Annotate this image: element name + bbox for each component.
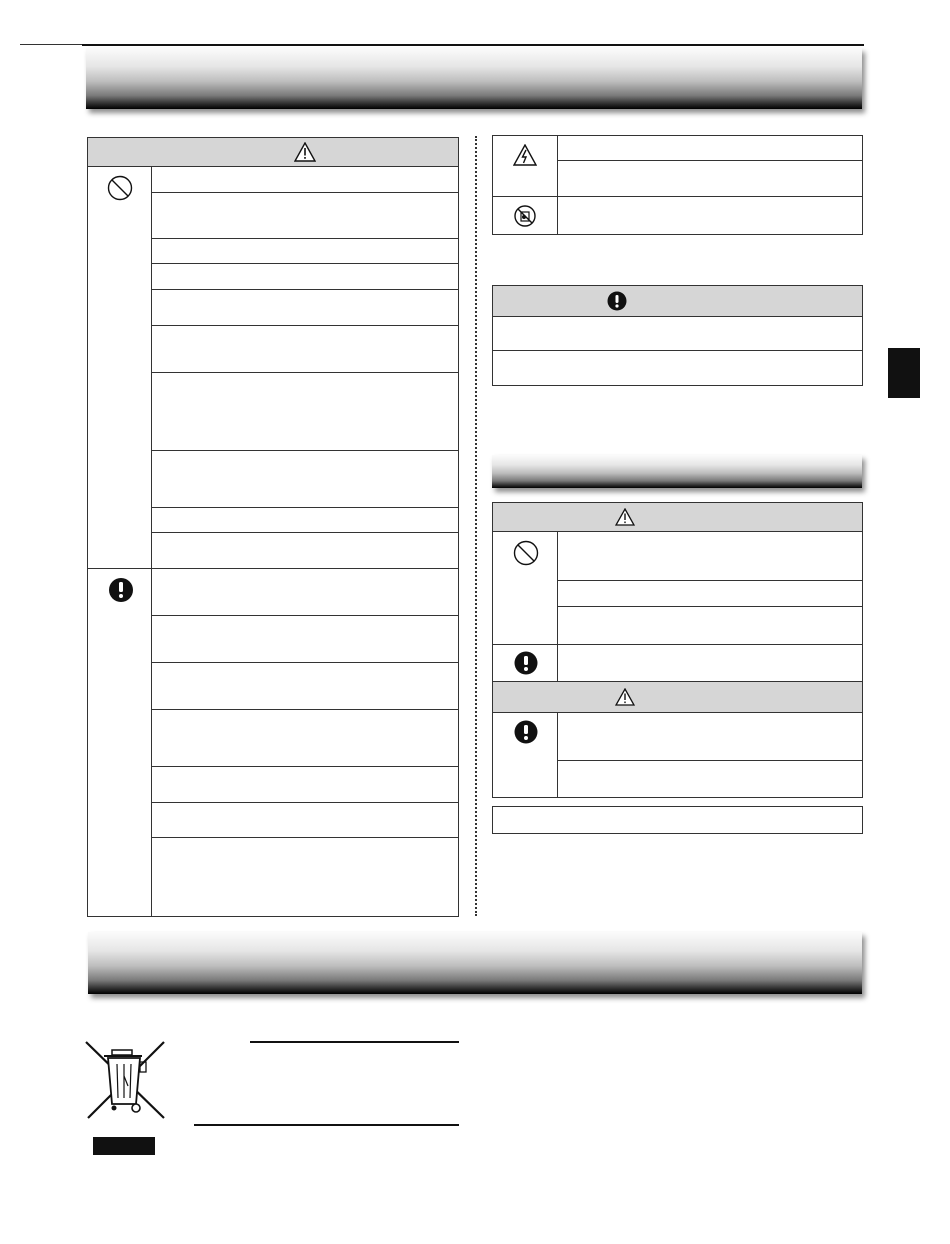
group-divider (493, 644, 862, 645)
warning-triangle-icon (294, 142, 316, 162)
exclamation-circle-icon (514, 720, 538, 744)
disposal-bar (93, 1137, 155, 1155)
note-box (492, 806, 863, 834)
mandatory-header (493, 286, 862, 317)
hazard-table (492, 135, 863, 235)
row-divider (557, 580, 862, 581)
disposal-rule-top (250, 1041, 459, 1043)
row-divider (151, 289, 458, 290)
icon-column-divider (557, 712, 558, 797)
row-divider (493, 350, 862, 351)
row-divider (557, 160, 862, 161)
warning-triangle-icon (615, 688, 635, 706)
crossed-bin-icon (84, 1040, 168, 1120)
prohibited-circle-icon (513, 540, 539, 566)
icon-column-divider (151, 166, 152, 916)
disposal-rule-bottom (194, 1124, 459, 1126)
maintenance-table (492, 502, 863, 798)
row-divider (151, 192, 458, 193)
row-divider (151, 532, 458, 533)
safety-table-left (87, 137, 459, 917)
exclamation-circle-icon (514, 651, 538, 675)
prohibited-circle-icon (107, 175, 133, 201)
row-divider (151, 325, 458, 326)
section-banner-disposal (88, 932, 862, 994)
mandatory-table (492, 285, 863, 386)
row-divider (557, 606, 862, 607)
row-divider (151, 507, 458, 508)
section-banner-top (86, 48, 862, 109)
caution-header-2 (493, 681, 862, 713)
row-divider (151, 615, 458, 616)
row-divider (151, 450, 458, 451)
electric-shock-icon (513, 144, 537, 166)
header-rule (82, 44, 864, 46)
row-divider (151, 238, 458, 239)
chapter-tab (888, 348, 920, 398)
row-divider (151, 802, 458, 803)
warning-triangle-icon (615, 508, 635, 526)
row-divider (151, 709, 458, 710)
row-divider (151, 837, 458, 838)
row-divider (151, 662, 458, 663)
group-divider (493, 196, 862, 197)
row-divider (151, 766, 458, 767)
icon-column-divider (557, 136, 558, 234)
no-water-icon (514, 205, 536, 227)
row-divider (151, 263, 458, 264)
section-banner-maintenance (492, 455, 862, 488)
caution-header (493, 503, 862, 532)
caution-header (88, 138, 458, 167)
column-divider (475, 136, 477, 916)
row-divider (151, 372, 458, 373)
header-rule-left (20, 44, 82, 45)
exclamation-circle-icon (108, 577, 134, 603)
exclamation-circle-icon (607, 291, 627, 311)
group-divider (88, 568, 458, 569)
row-divider (557, 760, 862, 761)
